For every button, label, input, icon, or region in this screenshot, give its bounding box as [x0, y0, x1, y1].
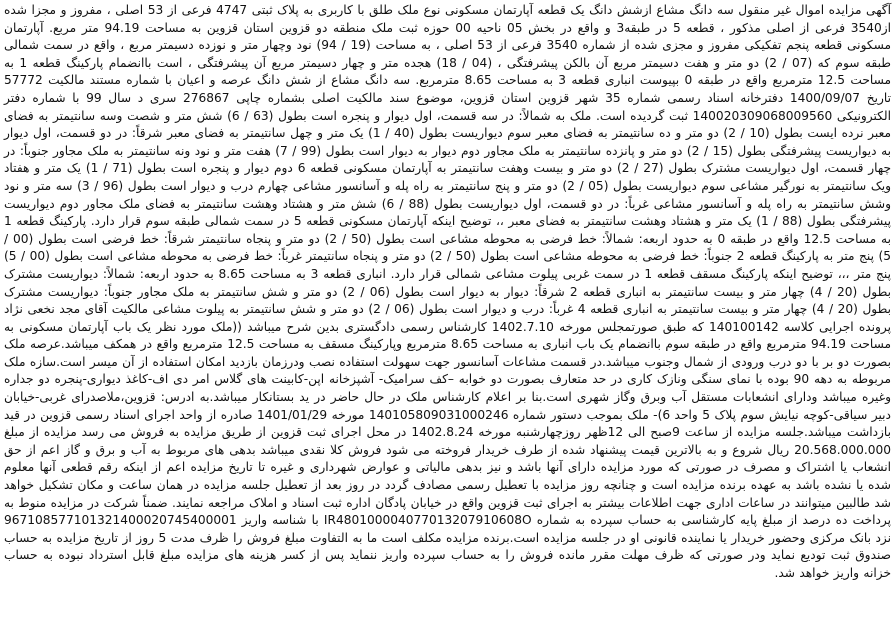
auction-notice-text: آگهی مزایده اموال غیر منقول سه دانگ مشاع ازشش دانگ یک قطعه آپارتمان مسکونی نوع ملک طلق با کاربری به پلاک ثبتی 4747 فرعی از 53 اصلی ، مفروز و مجزا شده از3540 فرعی از اصلی مذکور ، قطعه 5 در طبقه3 و واقع در بخش 05 ناحیه 00 حوزه ثبت ملک منطقه دو قزوین استان قزوین به مساحت 94.19 متر مربع. آپارتمان مسکونی قطعه پنجم تفکیکی مفروز و مجزی شده از شماره 3540 فرعی از 53 اصلی ، به مساحت (19 / 94) نود وچهار متر و نوزده دسیمتر مربع ، واقع در سمت شمالی طبقه سوم که (07 / 2) دو متر و هفت دسیمتر مربع آن بالکن پیشرفتگی ، (04 / 18) هجده متر و چهار دسیمتر مربع آن پیشرفتگی ، است باانضمام پارکینگ قطعه 1 به مساحت 12.5 مترمربع واقع در طبقه 0 بپیوست انباری قطعه 3 به مساحت 8.65 مترمربع. سه دانگ مشاع از شش دانگ عرصه و اعیان با شماره مستند مالکیت 57772 تاریخ 1400/09/07 دفترخانه اسناد رسمی شماره 35 شهر قزوین استان قزوین، موضوع سند مالکیت اصلی بشماره چاپی 276867 سری د سال 99 با شماره دفتر الکترونیکی 140020309068009560 ثبت گردیده است. ملک به شمالاً: در سه قسمت، اول دیوار و پنجره است بطول (63 / 6) شش متر و شصت وسه سانتیمتر به فضای معبر نرده ایست بطول (10 / 2) دو متر و ده سانتیمتر به فضای معبر سوم دیواریست بطول (40 / 1) یک متر و چهل سانتیمتر به فضای معبر شرقاً: در دو قسمت، اول دیوار به دیواریست پیشرفتگی بطول (15 / 2) دو متر و پانزده سانتیمتر به ملک مجاور دوم دیوار به دیوار است بطول (99 / 7) هفت متر و نود ونه سانتیمتر به ملک مجاور جنوباً: در چهار قسمت، اول دیواریست مشترک بطول (27 / 2) دو متر و بیست وهفت سانتیمتر به آپارتمان مسکونی قطعه 6 دوم دیوار و پنجره است بطول (71 / 1) یک متر و هفتاد ویک سانتیمتر به نورگیر مشاعی سوم دیواریست بطول (05 / 2) دو متر و پنج سانتیمتر به راه پله و آسانسور مشاعی چهارم درب و دیوار است بطول (96 / 3) سه متر و نود وشش سانتیمتر به راه پله و آسانسور مشاعی غرباً: در دو قسمت، اول دیواریست بطول (88 / 6) شش متر و هشتاد وهشت سانتیمتر به فضای ملک مجاور دوم دیواریست پیشرفتگی بطول (88 / 1) یک متر و هشتاد وهشت سانتیمتر به فضای معبر ،، توضیح اینکه آپارتمان مسکونی قطعه 5 در سمت شمالی طبقه سوم قرار دارد. پارکینگ قطعه 1 به مساحت 12.5 واقع در طبقه 0 به حدود اربعه: شمالاً: خط فرضی به محوطه مشاعی است بطول (50 / 2) دو متر و پنجاه سانتیمتر شرقاً: خط فرضی است بطول (00 / 5) پنج متر به پارکینگ قطعه 2 جنوباً: خط فرضی به محوطه مشاعی است بطول (50 / 2) دو متر و پنجاه سانتیمتر غرباً: خط فرضی به محوطه مشاعی است بطول (00 / 5) پنج متر ،،، توضیح اینکه پارکینگ مسقف قطعه 1 در سمت غربی پیلوت مشاعی شمالی قرار دارد. انباری قطعه 3 به مساحت 8.65 به حدود اربعه: شمالاً: دیواریست مشترک بطول (20 / 4) چهار متر و بیست سانتیمتر به انباری قطعه 2 شرقاً: دیوار به دیوار است بطول (06 / 2) دو متر و شش سانتیمتر به ملک مجاور جنوباً: دیواریست مشترک بطول (20 / 4) چهار متر و بیست سانتیمتر به انباری قطعه 4 غرباً: درب و دیوار است بطول (06 / 2) دو متر و شش سانتیمتر به پیلوت مشاعی مالکیت آقای مجد نخعی نژاد پرونده اجرایی کلاسه 140100142 که طبق صورتمجلس مورخه 1402.7.10 کارشناس رسمی دادگستری بدین شرح میباشد ((ملک مورد نظر یک باب آپارتمان مسکونی به مساحت 94.19 مترمربع واقع در طبقه سوم باانضمام یک باب انباری به مساحت 8.65 مترمربع وپارکینگ مسقف به مساحت 12.5 مترمربع واقع در همکف میباشد.عرصه ملک بصورت دو بر با دو درب ورودی از شمال وجنوب میباشد.در قسمت مشاعات آسانسور جهت سهولت استفاده نصب ودرزمان بازدید امکان استفاده از آن میسر است.سازه ملک مربوطه به دهه 90 بوده با نمای سنگی ونازک کاری در حد متعارف بصورت دو خوابه –کف سرامیک- آشپزخانه اپن-کابینت های گلاس امر دی اف-کاغذ دیواری-پنجره دو جداره وغیره میباشد ودارای انشعابات مستقل آب وبرق وگاز شهری است.بنا بر اعلام کارشناس ملک در حال حاضر در ید بستانکار میباشد.به ادرس: قزوین،ملاصدرای غربی-خیابان دبیر سیاقی-کوچه نیایش سوم پلاک 5 واحد 6)- ملک بموجب دستور شماره 140105809031000246 مورخه 1401/01/29 صادره از واحد اجرای اسناد رسمی قزوین در قید بازداشت میباشد.جلسه مزایده از ساعت 9صبح الی 12ظهر روزچهارشنبه مورخه 1402.8.24 در محل اجرای ثبت قزوین از طریق مزایده به فروش می رسد مزایده از مبلغ 20.568.000.000 ریال شروع و به بالاترین قیمت پیشنهاد شده از طرف خریدار فروخته می شود فروش کلا نقدی میباشد بدهی های مربوط به آب و برق و گاز اعم از حق انشعاب یا اشتراک و مصرف در صورتی که مورد مزایده دارای آنها باشد و نیز بدهی مالیاتی و عوارض شهرداری و غیره تا تاریخ مزایده اعم از اینکه رقم قطعی آنها معلوم شده یا نشده باشد به عهده برنده مزایده است و چنانچه روز مزایده با تعطیل رسمی مصادف گردد در روز بعد از تعطیل جلسه مزایده در همان ساعت و مکان تشکیل خواهد شد طالبین میتوانند در ساعات اداری جهت اطلاعات بیشتر به اجرای ثبت قزوین واقع در خیابان پادگان اداره ثبت اسناد و املاک مراجعه نمایند. ضمناً شرکت در مزایده منوط به پرداخت ده درصد از مبلغ پایه کارشناسی به حساب سپرده به شماره IR480100004077013207910608O با شناسه واریز 967108577101321400020745400001 نزد بانک مرکزی وحضور خریدار یا نماینده قانونی او در جلسه مزایده است.برنده مزایده مکلف است ما به التفاوت مبلغ فروش را ظرف مدت 5 روز از تاریخ مزایده به حساب صندوق ثبت تودیع نماید ودر صورتی که ظرف مهلت مقرر مانده فروش را به حساب سپرده واریز ننماید پس از کسر هزینه های مزایده مبلغ قابل استرداد نبوده به حساب خزانه واریز خواهد شد.	[4, 3, 892, 580]
